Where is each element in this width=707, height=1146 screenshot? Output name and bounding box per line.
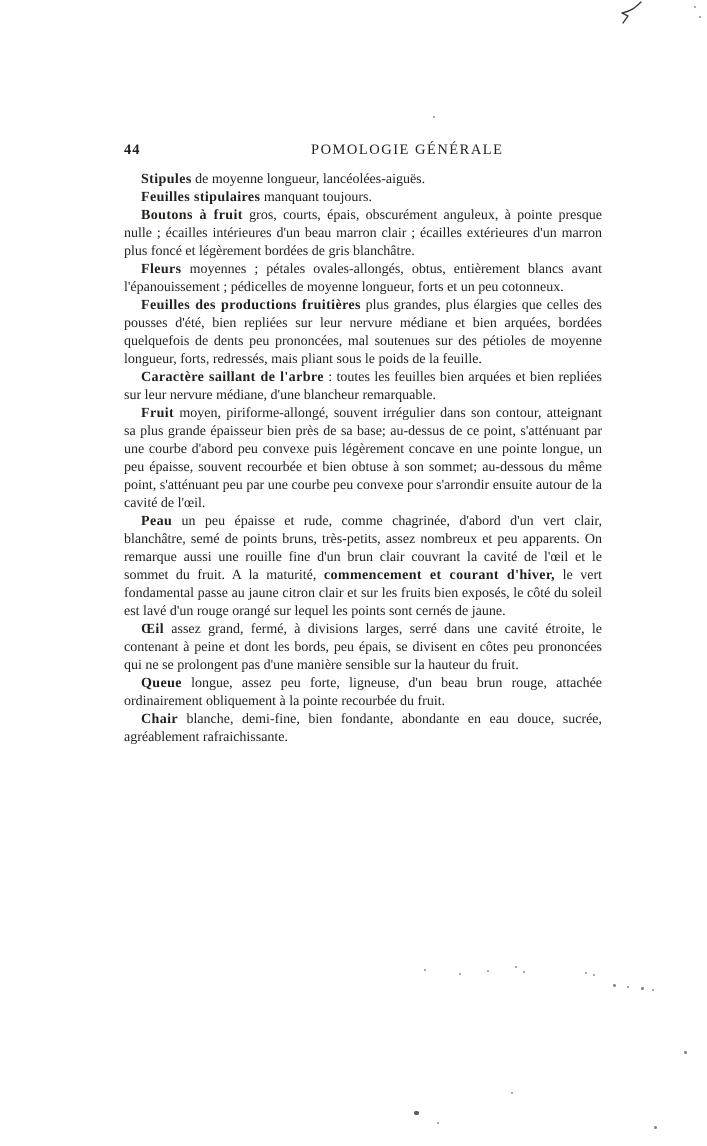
scan-speck (627, 986, 629, 988)
paragraph-text: moyennes ; pétales ovales-allongés, obtus, entièrement blancs avant l'épanouissement ; pédicelles de moyenne longueur, forts et un peu cotonneux. (124, 262, 602, 295)
scan-speck (652, 989, 654, 991)
scan-speck (699, 16, 701, 18)
paragraph-text: un peu épaisse et rude, comme chagrinée, d'abord d'un vert clair, blanchâtre, semé de points bruns, très-petits, assez nombreux et peu apparents. On remarque aussi une rouille fine d'un brun clair couvrant la cavité de l'œil et le sommet du fruit. A la maturité, (124, 514, 602, 583)
scan-speck (694, 6, 696, 8)
paragraph-lead: Peau (141, 514, 173, 529)
paragraph-lead: Chair (141, 712, 178, 727)
paragraph-text: blanche, demi-fine, bien fondante, abondante en eau douce, sucrée, agréablement rafraichissante. (124, 712, 602, 745)
scan-speck (424, 969, 426, 971)
paragraph-lead: Boutons à fruit (141, 208, 243, 223)
scan-speck (641, 987, 644, 990)
paragraph-text: assez grand, fermé, à divisions larges, serré dans une cavité étroite, le contenant à peine et dont les bords, peu épais, se divisent en côtes peu prononcées qui ne se prolongent pas d'une manière sensible sur la hauteur du fruit. (124, 622, 602, 673)
paragraph-lead: Caractère saillant de l'arbre (141, 370, 324, 385)
paragraph-lead: Fruit (141, 406, 175, 421)
scan-speck (459, 973, 461, 975)
paragraph-caractere-saillant (124, 369, 602, 405)
paragraph-oeil (124, 621, 602, 675)
running-header-title: POMOLOGIE GÉNÉRALE (311, 142, 504, 158)
paragraph-text: gros, courts, épais, obscurément anguleux, à pointe presque nulle ; écailles intérieures d'un beau marron clair ; écailles extérieures d'un marron plus foncé et légèrement bordées de gris blanchâtre. (124, 208, 603, 259)
paragraph-text: de moyenne longueur, lancéolées-aiguës. (191, 172, 426, 187)
scan-speck (654, 1126, 657, 1129)
paragraph-bold-inline: commencement et courant d'hiver, (323, 568, 556, 583)
paragraph-chair (124, 711, 602, 747)
paragraph-text: plus grandes, plus élargies que celles des pousses d'été, bien repliées sur leur nervure médiane et bien arquées, bordées quelquefois de dents peu prononcées, mal soutenues sur des pétioles de moyenne longueur, forts, redressés, mais pliant sous le poids de la feuille. (124, 298, 602, 367)
paragraph-lead: Feuilles stipulaires (141, 190, 261, 205)
paragraph-fruit (124, 405, 602, 513)
pen-mark-icon (610, 0, 648, 28)
paragraph-boutons-a-fruit (124, 207, 602, 261)
scan-speck (684, 1051, 687, 1054)
scan-speck (487, 970, 489, 972)
paragraph-text: manquant toujours. (260, 190, 372, 205)
paragraph-text: longue, assez peu forte, ligneuse, d'un beau brun rouge, attachée ordinairement obliquement à la pointe recourbée du fruit. (124, 676, 602, 709)
scan-speck (414, 1111, 419, 1115)
scan-speck (433, 116, 435, 118)
paragraph-queue (124, 675, 602, 711)
scan-speck (593, 974, 595, 976)
paragraph-text: moyen, piriforme-allongé, souvent irrégulier dans son contour, atteignant sa plus grande épaisseur bien près de sa base; au-dessus de ce point, s'atténuant par une courbe d'abord peu convexe puis légèrement concave en une pointe longue, un peu épaisse, souvent recourbée et bien obtuse à son sommet; au-dessous du même point, s'atténuant peu par une courbe peu convexe pour s'arrondir ensuite autour de la cavité de l'œil. (124, 406, 602, 511)
scan-speck (511, 1092, 513, 1094)
paragraph-stipules (124, 171, 602, 189)
page-number: 44 (124, 142, 141, 158)
paragraph-feuilles-productions (124, 297, 602, 369)
scan-speck (523, 971, 525, 973)
paragraph-lead: Œil (141, 622, 164, 637)
paragraph-text: : toutes les feuilles bien arquées et bien repliées sur leur nervure médiane, d'une blancheur remarquable. (124, 370, 602, 403)
paragraph-peau (124, 513, 602, 621)
paragraph-lead: Fleurs (141, 262, 182, 277)
scan-speck (613, 984, 616, 987)
scan-speck (437, 1122, 439, 1124)
page-body (124, 171, 602, 747)
scan-speck (585, 972, 587, 974)
paragraph-feuilles-stipulaires (124, 189, 602, 207)
paragraph-lead: Queue (141, 676, 182, 691)
paragraph-lead: Feuilles des productions fruitières (141, 298, 361, 313)
paragraph-fleurs (124, 261, 602, 297)
paragraph-lead: Stipules (141, 172, 192, 187)
scan-speck (515, 966, 517, 968)
paragraph-text: le vert fondamental passe au jaune citron clair et sur les fruits bien exposés, le côté du soleil est lavé d'un rouge orangé sur lequel les points sont cernés de jaune. (124, 568, 602, 619)
